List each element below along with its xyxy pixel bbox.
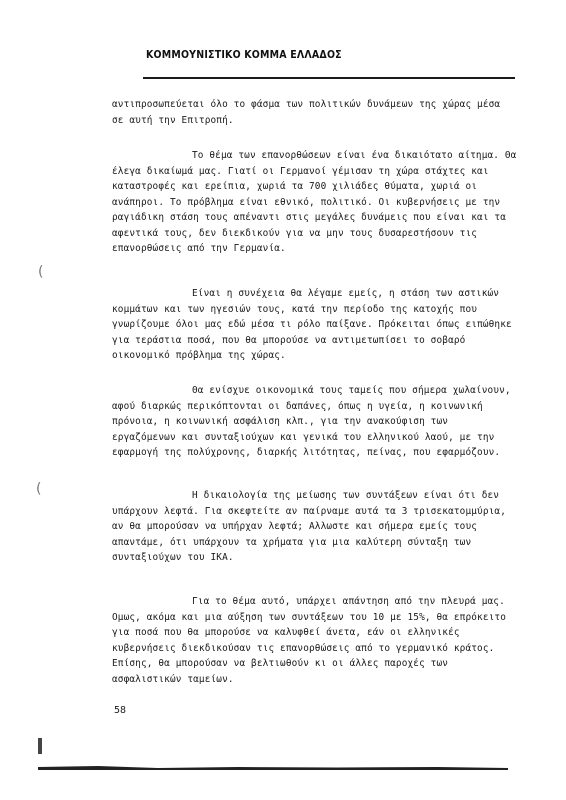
header-title: ΚΟΜΜΟΥΝΙΣΤΙΚΟ ΚΟΜΜΑ ΕΛΛΑΔΟΣ bbox=[146, 49, 342, 61]
text-line: Είναι η συνέχεια θα λέγαμε εμείς, η στάση των αστικών bbox=[192, 288, 500, 299]
paragraph-4 bbox=[112, 383, 520, 461]
text-line: αφεντικά τους, δεν διεκδικούν για να μην τους δυσαρεστήσουν τις bbox=[112, 227, 478, 239]
text-line: Θα ενίσχυε οικονομικά τους ταμείς που σήμερα χωλαίνουν, bbox=[192, 385, 511, 396]
text-line: Για το θέμα αυτό, υπάρχει απάντηση από την πλευρά μας. bbox=[192, 596, 505, 607]
text-line: οικονομικό πρόβλημα της χώρας. bbox=[112, 350, 286, 361]
text-line: εργαζόμενων και συνταξιούχων και γενικά του ελληνικού λαού, με την bbox=[112, 431, 495, 443]
text-line: αν θα μπορούσαν να υπήρχαν λεφτά; Αλλωστε και σήμερα εμείς τους bbox=[112, 521, 478, 532]
text-line: ασφαλιστικών ταμείων. bbox=[112, 673, 234, 685]
text-line: καταστροφές και ερείπια, χωριά τα 700 χιλιάδες θύματα, χωριά οι bbox=[112, 181, 478, 192]
scan-speck bbox=[38, 738, 42, 754]
text-line: απαντάμε, ότι υπάρχουν τα χρήματα για μια καλύτερη σύνταξη των bbox=[112, 536, 472, 548]
text-line: κομμάτων και των ηγεσιών τους, κατά την περίοδο της κατοχής που bbox=[112, 303, 478, 315]
text-line: σε αυτή την Επιτροπή. bbox=[112, 114, 234, 126]
paragraph-3 bbox=[112, 286, 520, 364]
scan-bottom-edge bbox=[38, 764, 508, 770]
text-line: για τεράστια ποσά, που θα μπορούσε να αντιμετωπίσει το σοβαρό bbox=[112, 334, 466, 346]
text-line: έλεγα δικαίωμά μας. Γιατί οι Γερμανοί γέμισαν τη χώρα στάχτες και bbox=[112, 165, 489, 177]
binding-mark: ( bbox=[36, 481, 42, 497]
text-line: ανάπηροι. Το πρόβλημα είναι εθνικό, πολιτικό. Οι κυβερνήσεις με την bbox=[112, 196, 501, 208]
text-line: αφού διαρκώς περικόπτονται οι δαπάνες, όπως η υγεία, η κοινωνική bbox=[112, 400, 483, 412]
text-line: ραγιάδικη στάση τους απέναντι στις μεγάλες δυνάμεις που είναι και τα bbox=[112, 212, 507, 223]
paragraph-6 bbox=[112, 594, 520, 687]
paragraph-2 bbox=[112, 148, 520, 257]
paragraph-5 bbox=[112, 488, 520, 566]
text-line: κυβερνήσεις διεκδικούσαν τις επανορθώσεις από το γερμανικό κράτος. bbox=[112, 642, 495, 654]
text-line: Ομως, ακόμα και μια αύξηση των συντάξεων του 10 με 15%, θα επρόκειτο bbox=[112, 611, 507, 623]
text-line: επανορθώσεις από την Γερμανία. bbox=[112, 243, 286, 254]
text-line: συνταξιούχων του ΙΚΑ. bbox=[112, 552, 234, 563]
text-line: υπάρχουν λεφτά. Για σκεφτείτε αν παίρναμε αυτά τα 3 τρισεκατομμύρια, bbox=[112, 505, 507, 517]
text-line: Το θέμα των επανορθώσεων είναι ένα δικαιότατο αίτημα. Θα bbox=[192, 150, 517, 161]
paragraph-1 bbox=[112, 97, 520, 128]
text-line: πρόνοια, η κοινωνική ασφάλιση κλπ., για την ανακούφιση των bbox=[112, 416, 449, 427]
text-line: για ποσά που θα μπορούσε να καλυφθεί άνετα, εάν οι ελληνικές bbox=[112, 627, 460, 638]
header-rule bbox=[143, 77, 515, 79]
binding-mark: ( bbox=[38, 264, 44, 280]
text-line: Η δικαιολογία της μείωσης των συντάξεων είναι ότι δεν bbox=[192, 490, 500, 501]
page-number: 58 bbox=[114, 705, 127, 716]
text-line: Επίσης, θα μπορούσαν να βελτιωθούν κι οι άλλες παροχές των bbox=[112, 658, 449, 669]
text-line: αντιπροσωπεύεται όλο το φάσμα των πολιτικών δυνάμεων της χώρας μέσα bbox=[112, 99, 501, 110]
text-line: εφαρμογή της πολύχρονης, διαρκής λιτότητας, πείνας, που εφαρμόζουν. bbox=[112, 447, 501, 458]
text-line: γνωρίζουμε όλοι μας εδώ μέσα τι ρόλο παίξανε. Πρόκειται όπως ειπώθηκε bbox=[112, 319, 512, 330]
